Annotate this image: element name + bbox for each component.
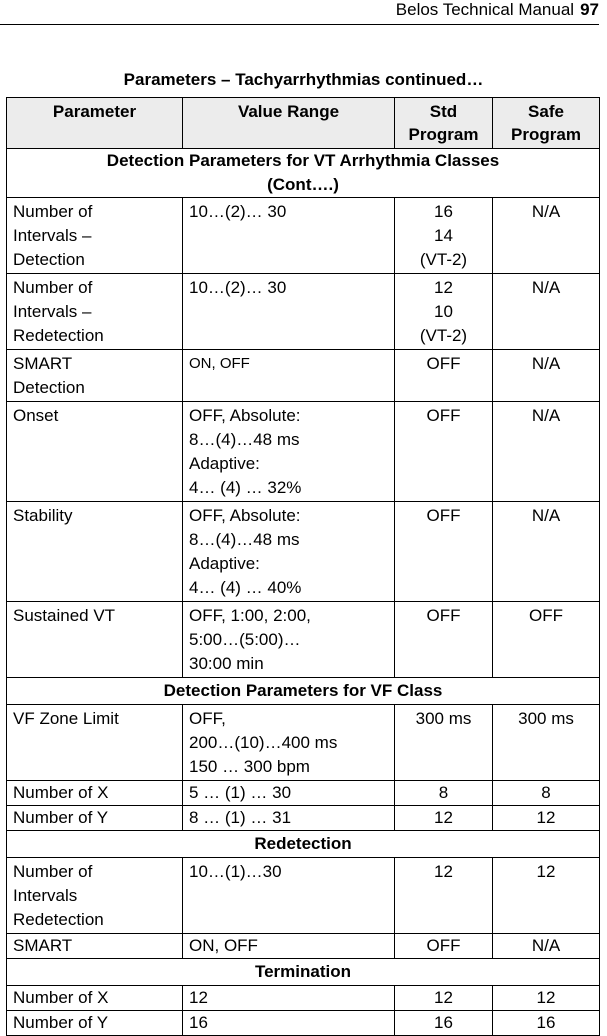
range-cell [183,602,395,678]
range-line: OFF, [189,709,226,728]
std-cell: OFF [395,402,493,502]
param-cell: VF Zone Limit [7,705,183,781]
range-line: 30:00 min [189,654,264,673]
section-title-redetection: Redetection [7,831,600,858]
table-row [7,350,600,402]
param-cell: Number of X [7,986,183,1011]
param-cell: SMART Detection [7,350,183,402]
column-header-std-program: Std Program [395,98,493,149]
range-line: 8…(4)…48 ms [189,530,300,549]
std-cell [395,198,493,274]
page-header [0,0,599,25]
range-cell: ON, OFF [183,934,395,959]
range-line: 4… (4) … 32% [189,478,302,497]
section-row-vf [7,678,600,705]
safe-cell: N/A [493,198,600,274]
section-row-termination [7,959,600,986]
std-value: 12 [434,278,453,297]
table-row [7,274,600,350]
std-value: (VT-2) [419,326,468,345]
range-cell [183,402,395,502]
param-cell: Number of Y [7,806,183,831]
safe-cell: 8 [493,781,600,806]
std-cell: 12 [395,986,493,1011]
range-line: OFF, Absolute: [189,406,301,425]
table-row [7,858,600,934]
range-cell: 12 [183,986,395,1011]
param-cell: Number of Intervals – Redetection [7,274,183,350]
manual-title: Belos Technical Manual [395,0,575,19]
table-title: Parameters – Tachyarrhythmias continued… [123,70,484,89]
column-header-value-range: Value Range [183,98,395,149]
std-value: 14 [434,226,453,245]
safe-cell: N/A [493,274,600,350]
param-cell: Onset [7,402,183,502]
safe-cell: OFF [493,602,600,678]
std-value: 10 [434,302,453,321]
table-row [7,502,600,602]
range-cell: 16 [183,1011,395,1036]
page-number: 97 [580,0,599,19]
safe-cell: N/A [493,350,600,402]
param-cell: Sustained VT [7,602,183,678]
range-line: OFF, Absolute: [189,506,301,525]
range-line: 150 … 300 bpm [189,757,310,776]
table-row [7,934,600,959]
column-header-safe-program: Safe Program [493,98,600,149]
section-title-vf: Detection Parameters for VF Class [7,678,600,705]
range-cell [183,705,395,781]
safe-cell: N/A [493,502,600,602]
range-line: Adaptive: [189,554,260,573]
table-row [7,198,600,274]
param-cell: Number of Y [7,1011,183,1036]
safe-cell: 16 [493,1011,600,1036]
std-cell: OFF [395,502,493,602]
std-cell: 12 [395,858,493,934]
range-cell [183,502,395,602]
range-line: Adaptive: [189,454,260,473]
table-row [7,402,600,502]
safe-cell: N/A [493,934,600,959]
param-cell: SMART [7,934,183,959]
param-cell: Number of Intervals – Detection [7,198,183,274]
table-header-row [7,98,600,149]
param-cell: Number of X [7,781,183,806]
section-row-redetection [7,831,600,858]
safe-cell: 300 ms [493,705,600,781]
range-line: OFF, 1:00, 2:00, [189,606,311,625]
std-cell: OFF [395,934,493,959]
param-cell: Stability [7,502,183,602]
std-value: 16 [434,202,453,221]
table-row [7,705,600,781]
parameters-table [6,97,600,1036]
range-line: 4… (4) … 40% [189,578,302,597]
safe-cell: N/A [493,402,600,502]
std-value: (VT-2) [419,250,468,269]
section-row-vt [7,149,600,198]
table-row [7,986,600,1011]
std-cell: OFF [395,350,493,402]
std-cell: 8 [395,781,493,806]
param-cell: Number of Intervals Redetection [7,858,183,934]
std-cell: 12 [395,806,493,831]
range-cell: 10…(1)…30 [183,858,395,934]
column-header-parameter: Parameter [7,98,183,149]
table-row [7,602,600,678]
table-row [7,781,600,806]
range-cell: ON, OFF [183,350,395,402]
std-cell: OFF [395,602,493,678]
range-line: 8…(4)…48 ms [189,430,300,449]
safe-cell: 12 [493,858,600,934]
range-line: 5:00…(5:00)… [189,630,301,649]
table-row [7,806,600,831]
safe-cell: 12 [493,986,600,1011]
range-cell: 10…(2)… 30 [183,274,395,350]
safe-cell: 12 [493,806,600,831]
std-cell: 16 [395,1011,493,1036]
range-cell: 10…(2)… 30 [183,198,395,274]
std-cell: 300 ms [395,705,493,781]
range-cell: 5 … (1) … 30 [183,781,395,806]
section-title-termination: Termination [7,959,600,986]
section-title-vt: Detection Parameters for VT Arrhythmia Classes (Cont….) [7,149,600,198]
range-line: 200…(10)…400 ms [189,733,338,752]
range-cell: 8 … (1) … 31 [183,806,395,831]
std-cell [395,274,493,350]
table-row [7,1011,600,1036]
